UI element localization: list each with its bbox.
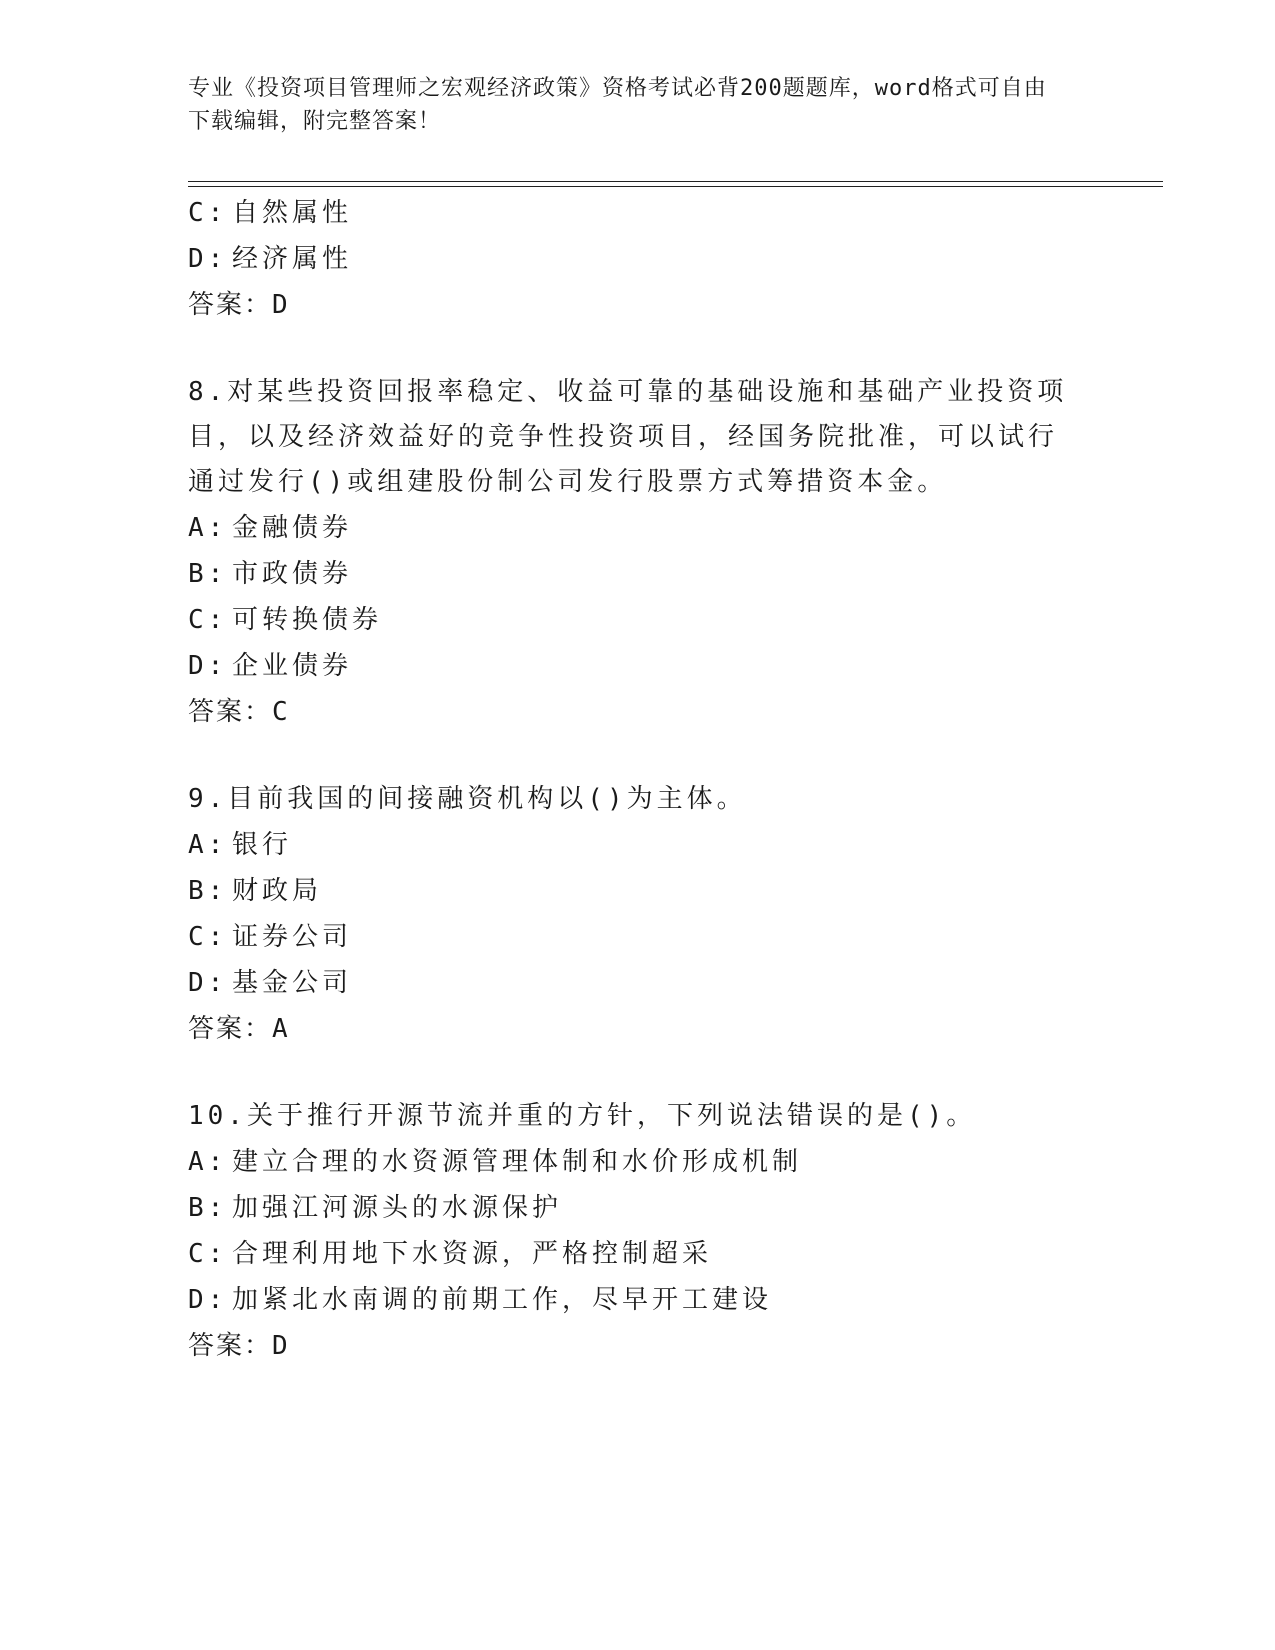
option-d: [188, 960, 1088, 1006]
answer-label: 答案：: [188, 1014, 273, 1044]
option-letter: C:: [188, 922, 228, 952]
answer-label: 答案：: [188, 697, 273, 727]
question-continued: [188, 190, 1088, 328]
option-letter: C:: [188, 198, 228, 228]
option-text: 加强江河源头的水源保护: [232, 1193, 563, 1223]
option-letter: B:: [188, 559, 228, 589]
option-b: [188, 868, 1088, 914]
option-letter: B:: [188, 876, 228, 906]
option-letter: D:: [188, 651, 228, 681]
answer-value: C: [272, 697, 290, 727]
option-letter: D:: [188, 968, 228, 998]
option-d: [188, 1277, 1088, 1323]
document-body: [188, 190, 1088, 1369]
option-text: 市政债券: [232, 559, 353, 589]
option-letter: D:: [188, 244, 228, 274]
option-text: 可转换债券: [232, 605, 383, 635]
answer-value: D: [272, 290, 290, 320]
header-rule-top: [188, 181, 1163, 182]
answer-line: [188, 1323, 1088, 1369]
option-d: [188, 643, 1088, 689]
question-10: [188, 1094, 1088, 1369]
option-text: 建立合理的水资源管理体制和水价形成机制: [232, 1147, 803, 1177]
option-text: 加紧北水南调的前期工作，尽早开工建设: [232, 1285, 773, 1315]
option-a: [188, 822, 1088, 868]
option-text: 企业债券: [232, 651, 353, 681]
answer-line: [188, 689, 1088, 735]
question-8: [188, 370, 1088, 735]
option-letter: C:: [188, 1239, 228, 1269]
option-text: 自然属性: [232, 198, 353, 228]
option-b: [188, 551, 1088, 597]
option-a: [188, 505, 1088, 551]
option-d: [188, 236, 1088, 282]
option-text: 合理利用地下水资源，严格控制超采: [232, 1239, 713, 1269]
question-9: [188, 777, 1088, 1052]
document-header: [188, 72, 1068, 138]
question-stem: 8.对某些投资回报率稳定、收益可靠的基础设施和基础产业投资项目，以及经济效益好的竞争性投资项目，经国务院批准，可以试行通过发行()或组建股份制公司发行股票方式筹措资本金。: [188, 377, 1068, 497]
option-text: 财政局: [232, 876, 323, 906]
option-letter: A:: [188, 513, 228, 543]
option-letter: A:: [188, 1147, 228, 1177]
option-letter: A:: [188, 830, 228, 860]
option-letter: C:: [188, 605, 228, 635]
option-c: [188, 190, 1088, 236]
option-b: [188, 1185, 1088, 1231]
option-text: 基金公司: [232, 968, 353, 998]
answer-value: D: [272, 1331, 290, 1361]
option-c: [188, 914, 1088, 960]
answer-value: A: [272, 1014, 290, 1044]
option-text: 经济属性: [232, 244, 353, 274]
question-stem: 9.目前我国的间接融资机构以()为主体。: [188, 784, 747, 814]
option-text: 金融债券: [232, 513, 353, 543]
option-c: [188, 1231, 1088, 1277]
answer-line: [188, 1006, 1088, 1052]
option-letter: B:: [188, 1193, 228, 1223]
header-title: 专业《投资项目管理师之宏观经济政策》资格考试必背200题题库，word格式可自由下载编辑，附完整答案！: [188, 76, 1047, 134]
option-a: [188, 1139, 1088, 1185]
option-text: 证券公司: [232, 922, 353, 952]
option-text: 银行: [232, 830, 293, 860]
header-rule-bottom: [188, 186, 1163, 187]
answer-label: 答案：: [188, 290, 273, 320]
question-stem: 10.关于推行开源节流并重的方针，下列说法错误的是()。: [188, 1101, 977, 1131]
option-letter: D:: [188, 1285, 228, 1315]
answer-line: [188, 282, 1088, 328]
option-c: [188, 597, 1088, 643]
answer-label: 答案：: [188, 1331, 273, 1361]
